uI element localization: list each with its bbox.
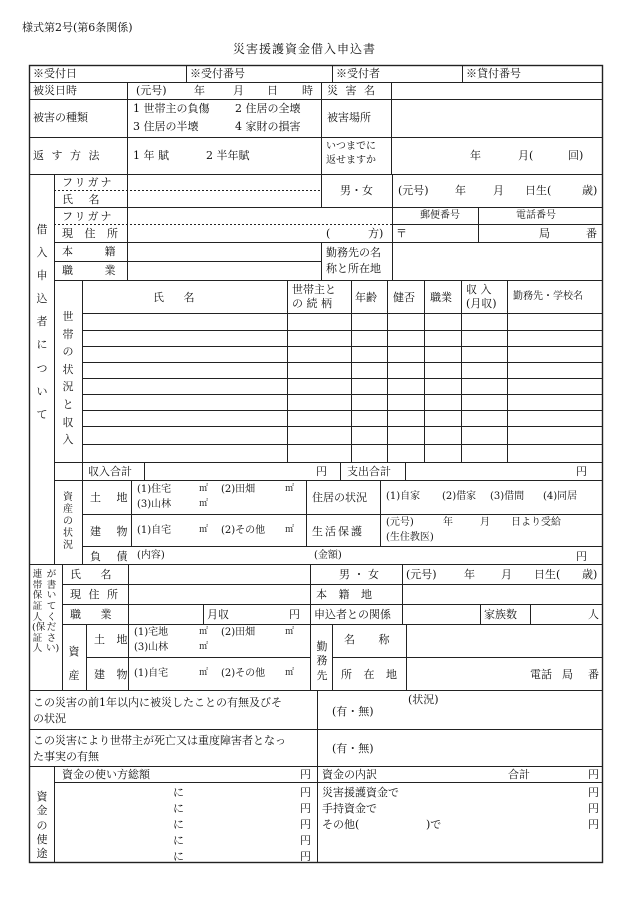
guarantor-land-label: 土 地 (94, 633, 132, 646)
receiver-label: ※受付者 (336, 67, 380, 80)
occupation-label: 職 業 (62, 264, 130, 277)
guarantor-name-label: 氏 名 (70, 568, 120, 581)
building-other: (2)その他 (221, 525, 266, 536)
history-q2-line2: た事実の有無 (33, 750, 99, 763)
g-building-home-unit: ㎡ (199, 668, 209, 678)
housing-cohabit: (4)同居 (543, 491, 578, 502)
land-housing: (1)住宅 (137, 484, 172, 495)
hour-unit: 時 (302, 84, 313, 97)
g-land-field: (2)田畑 (221, 627, 256, 638)
history-q2-line1: この災害により世帯主が死亡又は重度障害者となっ (33, 734, 286, 747)
housing-room: (3)借間 (490, 491, 525, 502)
domicile-label: 本 籍 (62, 245, 130, 258)
usage-row4-yen: 円 (300, 834, 311, 847)
furigana2-label: フリガナ (62, 210, 114, 223)
repay-method-label: 返 す 方 法 (33, 149, 102, 162)
guarantor-address-label: 現 住 所 (70, 588, 120, 601)
birth-year-unit: 年 (455, 184, 466, 197)
damage-place-label: 被害場所 (327, 111, 371, 124)
usage-row4-ni: に (173, 834, 184, 847)
usage-row5-ni: に (173, 850, 184, 863)
income-yen: 円 (316, 465, 327, 478)
guarantor-domicile-label: 本 籍 地 (316, 588, 376, 601)
care-of-close: 方) (368, 227, 384, 240)
col-workplace: 勤務先・学校名 (513, 291, 583, 302)
g-work-address-label: 所 在 地 (341, 668, 401, 681)
usage-row1-yen: 円 (300, 786, 311, 799)
g-land-forest: (3)山林 (134, 642, 169, 653)
breakdown-row2: 手持資金で (322, 802, 377, 815)
damage-option-2: 2 住居の全壊 (235, 102, 301, 115)
postal-mark: 〒 (396, 227, 407, 240)
guarantor-work-side: 勤務先 (316, 640, 328, 682)
land-field: (2)田畑 (221, 484, 256, 495)
building-home: (1)自宅 (137, 525, 172, 536)
care-of-open: ( (326, 227, 331, 240)
disaster-datetime-label: 被災日時 (33, 84, 77, 97)
usage-row1-ni: に (173, 786, 184, 799)
asset-land-label: 土 地 (90, 491, 134, 504)
g-work-name-label: 名 称 (344, 633, 400, 646)
repay-times-unit: 回) (568, 149, 584, 162)
usage-row3-ni: に (173, 818, 184, 831)
breakdown-label: 資金の内訳 (322, 768, 377, 781)
history-q1-line1: この災害の前1年以内に被災したことの有無及びそ (33, 696, 282, 709)
guarantor-era: (元号) (406, 568, 437, 581)
col-job: 職業 (430, 291, 452, 304)
guarantor-building-label: 建 物 (94, 668, 132, 681)
col-name: 氏 名 (153, 291, 203, 304)
col-income-2: (月収) (466, 297, 497, 310)
age-unit: 歳) (582, 184, 598, 197)
guarantor-birth: 日生( (534, 568, 561, 581)
usage-side-label: 資金の使途 (36, 790, 48, 861)
usage-row2-yen: 円 (300, 802, 311, 815)
guarantor-age: 歳) (582, 568, 598, 581)
breakdown-row3-suffix: )で (426, 818, 442, 831)
day-unit: 日 (267, 84, 278, 97)
repay-option-1: 1 年 賦 (133, 149, 169, 162)
guarantor-monthly-label: 月収 (207, 608, 229, 621)
building-other-unit: ㎡ (285, 525, 295, 535)
repay-until-line1: いつまでに (326, 141, 376, 152)
g-building-other-unit: ㎡ (285, 668, 295, 678)
breakdown-row3: その他( (322, 818, 360, 831)
usage-total-label: 資金の使い方総額 (62, 768, 150, 781)
guarantor-side-label-1: 連帯保証人(保証人 (32, 569, 46, 655)
repay-option-2: 2 半年賦 (206, 149, 250, 162)
form-number: 様式第2号(第6条関係) (22, 21, 133, 34)
welfare-era: (元号) (386, 517, 414, 528)
name-label: 氏 名 (62, 193, 106, 206)
damage-option-4: 4 家財の損害 (235, 120, 301, 133)
welfare-office: (生住教医) (386, 532, 434, 543)
phone-label: 電話番号 (516, 210, 556, 221)
guarantor-family-label: 家族数 (484, 608, 517, 621)
expense-yen: 円 (576, 465, 587, 478)
g-building-home: (1)自宅 (134, 668, 169, 679)
breakdown-sum-yen: 円 (588, 768, 599, 781)
welfare-month: 月 (480, 517, 490, 528)
era-label: (元号) (136, 84, 167, 97)
repay-month-unit: 月( (518, 149, 534, 162)
history-a1: (有・無) (332, 705, 374, 718)
gender-label: 男・女 (340, 184, 373, 197)
debt-content: (内容) (137, 550, 165, 561)
land-housing-unit: ㎡ (199, 484, 209, 494)
history-a1-status: (状況) (408, 693, 439, 706)
disaster-name-label: 災 害 名 (327, 84, 377, 97)
guarantor-asset-side: 資産 (68, 645, 80, 683)
guarantor-relation-label: 申込者との関係 (314, 608, 391, 621)
history-q1-line2: の状況 (33, 712, 66, 725)
debt-amount: (金額) (314, 550, 342, 561)
assets-side-label: 資産の状況 (63, 492, 73, 551)
welfare-label: 生活保護 (312, 525, 364, 538)
col-health: 健否 (393, 291, 415, 304)
birth-era: (元号) (398, 184, 429, 197)
breakdown-row2-yen: 円 (588, 802, 599, 815)
land-field-unit: ㎡ (285, 484, 295, 494)
land-forest-unit: ㎡ (199, 499, 209, 509)
col-relation-2: の 続 柄 (292, 297, 332, 310)
breakdown-sum-label: 合計 (508, 768, 530, 781)
receipt-number-label: ※受付番号 (190, 67, 245, 80)
address-label: 現 住 所 (62, 227, 122, 240)
repay-until-line2: 返せますか (326, 155, 376, 166)
housing-status-label: 住居の状況 (312, 491, 367, 504)
land-forest: (3)山林 (137, 499, 172, 510)
guarantor-monthly-yen: 円 (289, 608, 300, 621)
income-total-label: 収入合計 (88, 465, 132, 478)
usage-row3-yen: 円 (300, 818, 311, 831)
g-land-forest-unit: ㎡ (199, 642, 209, 652)
guarantor-occupation-label: 職 業 (70, 608, 120, 621)
guarantor-gender: 男 ・ 女 (339, 568, 379, 581)
usage-total-yen: 円 (300, 768, 311, 781)
expense-total-label: 支出合計 (347, 465, 391, 478)
welfare-year: 年 (443, 517, 453, 528)
col-relation-1: 世帯主と (292, 283, 336, 296)
breakdown-row1-yen: 円 (588, 786, 599, 799)
breakdown-row3-yen: 円 (588, 818, 599, 831)
repay-year-unit: 年 (470, 149, 481, 162)
g-work-phone-kyoku: 局 (562, 668, 573, 681)
g-building-other: (2)その他 (221, 668, 266, 679)
damage-type-label: 被害の種類 (33, 111, 88, 124)
usage-row2-ni: に (173, 802, 184, 815)
col-age: 年齢 (355, 291, 377, 304)
guarantor-family-unit: 人 (588, 608, 599, 621)
postal-code-label: 郵便番号 (420, 210, 460, 221)
g-land-residential-unit: ㎡ (199, 627, 209, 637)
phone-number-unit: 番 (586, 227, 597, 240)
guarantor-side-label-2: が書いてください) (46, 569, 60, 655)
g-work-phone-ban: 番 (588, 668, 599, 681)
receipt-date-label: ※受付日 (33, 67, 77, 80)
welfare-day: 日より受給 (511, 517, 561, 528)
phone-exchange-unit: 局 (539, 227, 550, 240)
guarantor-year: 年 (464, 568, 475, 581)
workplace-label-1: 勤務先の名 (326, 246, 381, 259)
applicant-side-label: 借入申込者について (36, 223, 48, 421)
birth-month-unit: 月 (493, 184, 504, 197)
household-side-label: 世帯の状況と収入 (62, 310, 74, 447)
g-work-phone: 電話 (530, 668, 552, 681)
g-land-field-unit: ㎡ (285, 627, 295, 637)
debt-label: 負 債 (90, 550, 134, 563)
asset-building-label: 建 物 (90, 525, 134, 538)
usage-row5-yen: 円 (300, 850, 311, 863)
birth-day-unit: 日生( (525, 184, 552, 197)
workplace-label-2: 称と所在地 (326, 262, 381, 275)
col-income-1: 収 入 (466, 283, 492, 296)
page-title: 災害援護資金借入申込書 (233, 42, 377, 56)
housing-rent: (2)借家 (442, 491, 477, 502)
damage-option-1: 1 世帯主の負傷 (133, 102, 210, 115)
guarantor-month: 月 (501, 568, 512, 581)
g-land-residential: (1)宅地 (134, 627, 169, 638)
month-unit: 月 (233, 84, 244, 97)
history-a2: (有・無) (332, 742, 374, 755)
damage-option-3: 3 住居の半壊 (133, 120, 199, 133)
loan-number-label: ※貸付番号 (466, 67, 521, 80)
breakdown-row1: 災害援護資金で (322, 786, 399, 799)
year-unit: 年 (194, 84, 205, 97)
housing-own: (1)自家 (386, 491, 421, 502)
furigana-label: フリガナ (62, 176, 114, 189)
building-home-unit: ㎡ (199, 525, 209, 535)
debt-yen: 円 (576, 550, 587, 563)
